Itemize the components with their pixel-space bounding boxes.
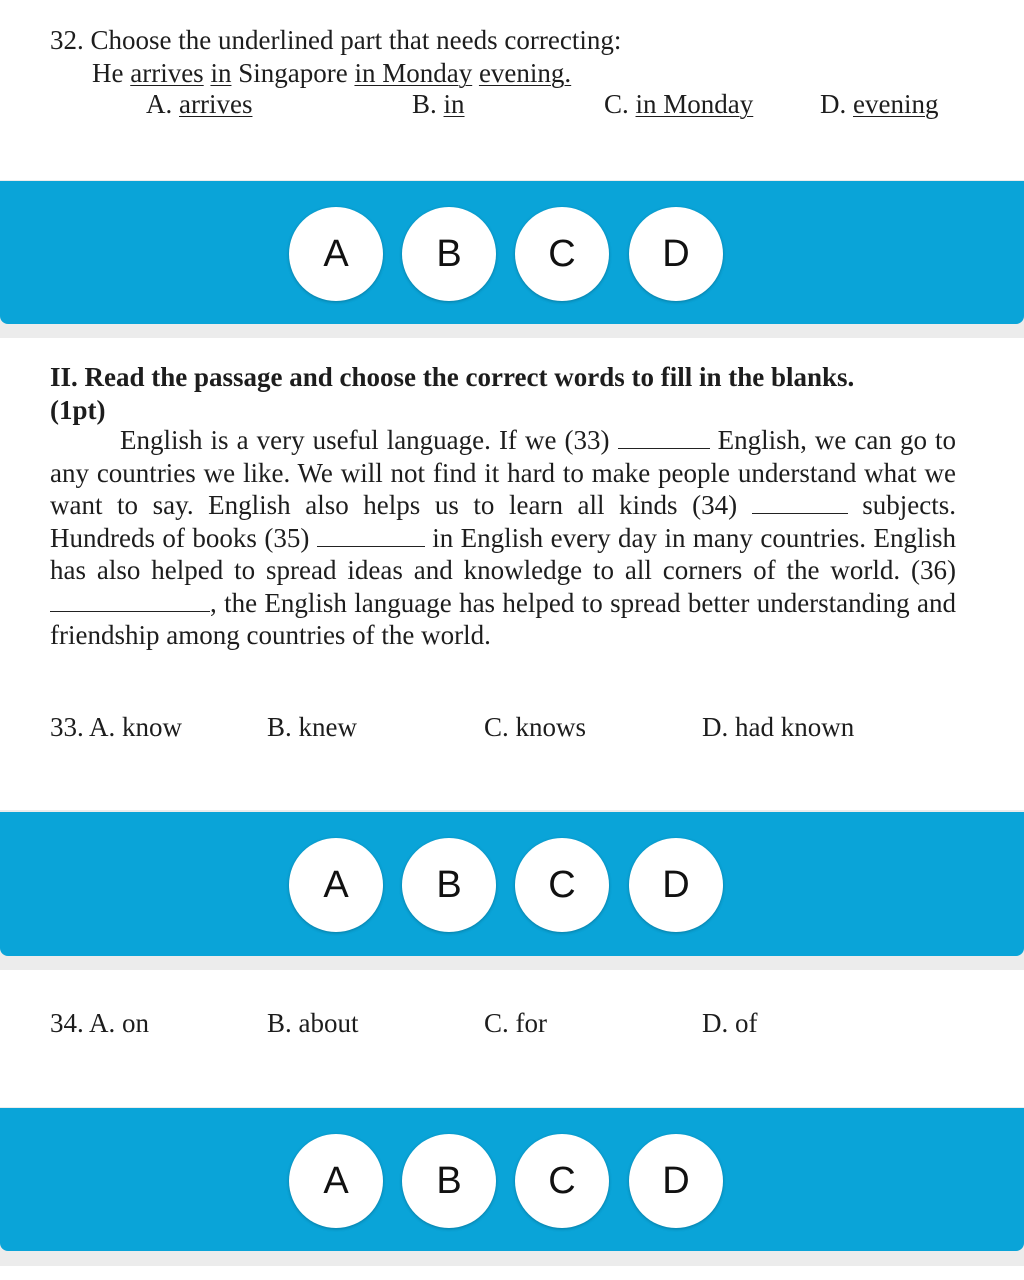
question-32-card xyxy=(0,0,1024,180)
question-32-sentence xyxy=(92,57,571,89)
reading-passage xyxy=(50,424,956,652)
answer-button-a[interactable]: A xyxy=(289,1134,383,1228)
answer-bar-32 xyxy=(0,181,1024,324)
passage-text: English, we can go to any countries we like. We will not find it hard to make people understand what we want to say. English also helps us to learn all kinds (34) xyxy=(50,425,956,520)
question-33-option-c: C. knows xyxy=(484,712,587,742)
question-32-prompt: 32. Choose the underlined part that needs correcting: xyxy=(50,25,622,55)
underlined-part-a: arrives xyxy=(130,58,204,88)
section-points: (1pt) xyxy=(50,395,106,425)
question-34-option-d: D. of xyxy=(702,1008,758,1038)
question-32-option-a: A. arrives xyxy=(146,89,253,119)
question-34-option-c: C. for xyxy=(484,1008,547,1038)
answer-button-b[interactable]: B xyxy=(402,207,496,301)
answer-button-b[interactable]: B xyxy=(402,1134,496,1228)
answer-button-a[interactable]: A xyxy=(289,838,383,932)
question-33-option-d: D. had known xyxy=(702,712,855,742)
passage-text: in English every day in many countries. English has also helped to spread ideas and knowledge to all corners of the world. (36) xyxy=(50,522,957,585)
passage-text: English is a very useful language. If we (33) xyxy=(120,425,618,455)
sentence-text: He xyxy=(92,58,131,88)
question-33-option-a: 33. A. know xyxy=(50,712,183,742)
blank-36 xyxy=(50,591,210,612)
underlined-part-c: in Monday xyxy=(354,58,473,88)
underlined-part-b: in xyxy=(210,58,232,88)
section-heading: II. Read the passage and choose the correct words to fill in the blanks. xyxy=(50,362,855,392)
answer-button-d[interactable]: D xyxy=(629,1134,723,1228)
blank-34 xyxy=(752,493,848,514)
passage-text: subjects. Hundreds of books (35) xyxy=(50,490,956,553)
passage-text: , the English language has helped to spread better understanding and friendship among countries of the world. xyxy=(50,587,956,650)
answer-bar-34 xyxy=(0,1108,1024,1251)
answer-button-b[interactable]: B xyxy=(402,838,496,932)
question-32-option-d: D. evening xyxy=(820,89,939,119)
question-32-option-b: B. in xyxy=(412,89,465,119)
next-card-edge xyxy=(0,1266,1024,1280)
question-32-option-c: C. in Monday xyxy=(604,89,754,119)
answer-button-c[interactable]: C xyxy=(515,207,609,301)
underlined-part-d: evening. xyxy=(478,58,572,88)
answer-button-c[interactable]: C xyxy=(515,838,609,932)
answer-button-a[interactable]: A xyxy=(289,207,383,301)
sentence-text: Singapore xyxy=(231,58,355,88)
question-34-option-a: 34. A. on xyxy=(50,1008,150,1038)
answer-button-d[interactable]: D xyxy=(629,207,723,301)
question-34-option-b: B. about xyxy=(267,1008,359,1038)
sentence-text xyxy=(472,58,479,88)
answer-bar-33 xyxy=(0,812,1024,956)
answer-button-c[interactable]: C xyxy=(515,1134,609,1228)
blank-35 xyxy=(317,526,425,547)
question-33-option-b: B. knew xyxy=(267,712,357,742)
question-34-card xyxy=(0,970,1024,1107)
answer-button-d[interactable]: D xyxy=(629,838,723,932)
blank-33 xyxy=(618,428,710,449)
